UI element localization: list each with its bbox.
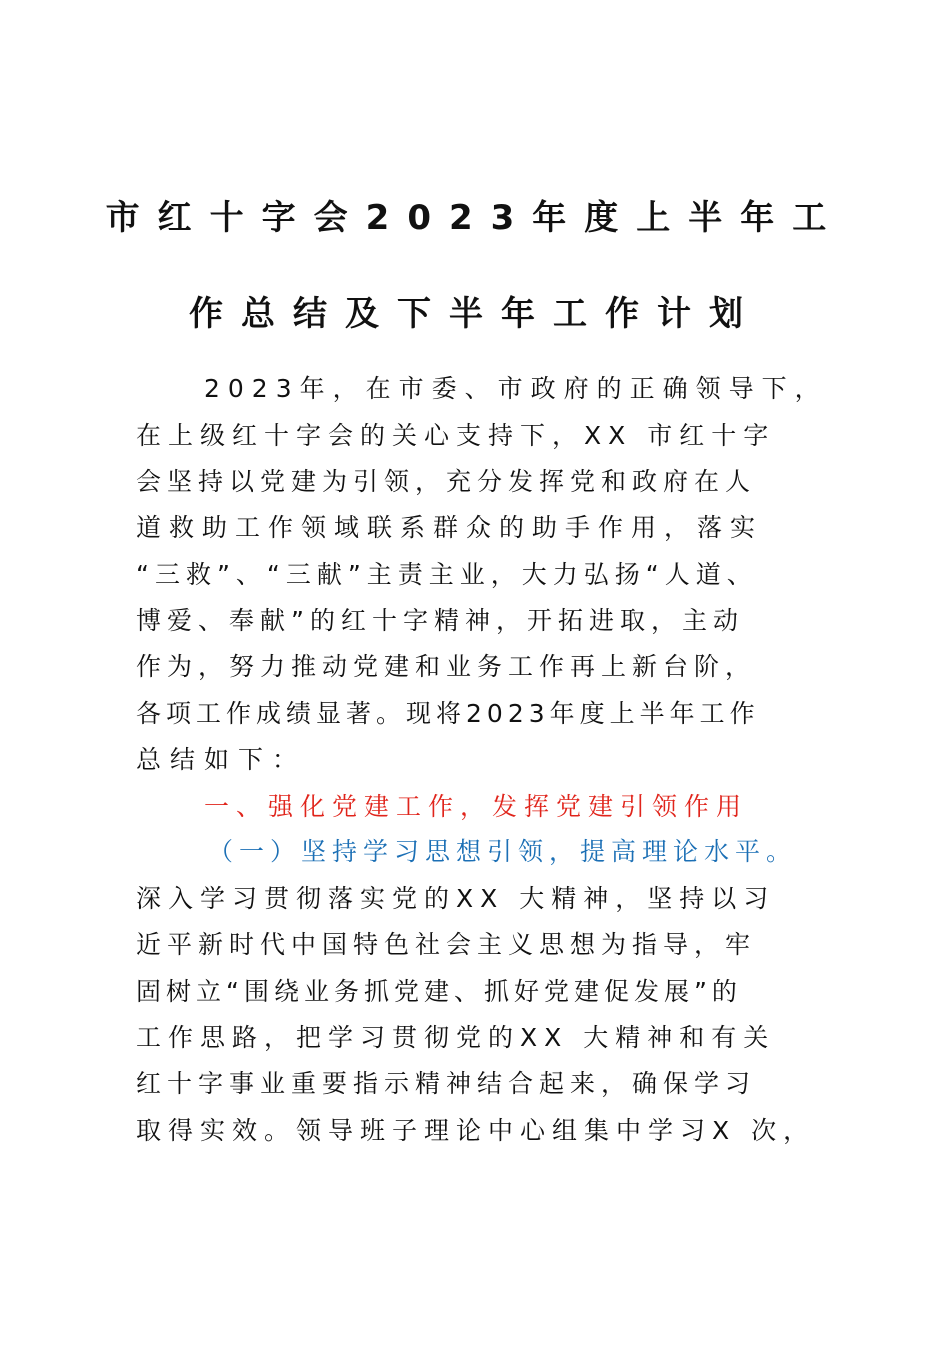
paragraph-line: 固树立“围绕业务抓党建、抓好党建促发展”的 xyxy=(136,977,742,1006)
paragraph-line: 道救助工作领域联系群众的助手作用，落实 xyxy=(136,513,764,542)
paragraph-line: 取得实效。领导班子理论中心组集中学习X 次， xyxy=(136,1116,816,1145)
document-title-line-2: 作总结及下半年工作计划 xyxy=(189,294,761,334)
document-title-line-1: 市红十字会2023年度上半年工 xyxy=(105,198,845,238)
paragraph-line: 深入学习贯彻落实党的XX 大精神，坚持以习 xyxy=(136,884,776,913)
paragraph-line: 作为，努力推动党建和业务工作再上新台阶， xyxy=(136,652,757,681)
subsection-heading: （一）坚持学习思想引领，提高理论水平。 xyxy=(208,837,798,866)
paragraph-line: 近平新时代中国特色社会主义思想为指导，牢 xyxy=(136,930,757,959)
section-heading: 一、强化党建工作，发挥党建引领作用 xyxy=(204,792,749,821)
paragraph-line: 红十字事业重要指示精神结合起来，确保学习 xyxy=(136,1069,757,1098)
paragraph-line: 会坚持以党建为引领，充分发挥党和政府在人 xyxy=(136,467,757,496)
paragraph-line: 博爱、奉献”的红十字精神，开拓进取，主动 xyxy=(136,606,744,635)
paragraph-line: 各项工作成绩显著。现将2023年度上半年工作 xyxy=(136,699,760,728)
paragraph-line: 在上级红十字会的关心支持下，XX 市红十字 xyxy=(136,421,776,450)
paragraph-line: 总结如下： xyxy=(136,745,307,774)
paragraph-line: 2023年，在市委、市政府的正确领导下， xyxy=(204,374,828,403)
paragraph-line: “三救”、“三献”主责主业，大力弘扬“人道、 xyxy=(136,560,758,589)
paragraph-line: 工作思路，把学习贯彻党的XX 大精神和有关 xyxy=(136,1023,776,1052)
